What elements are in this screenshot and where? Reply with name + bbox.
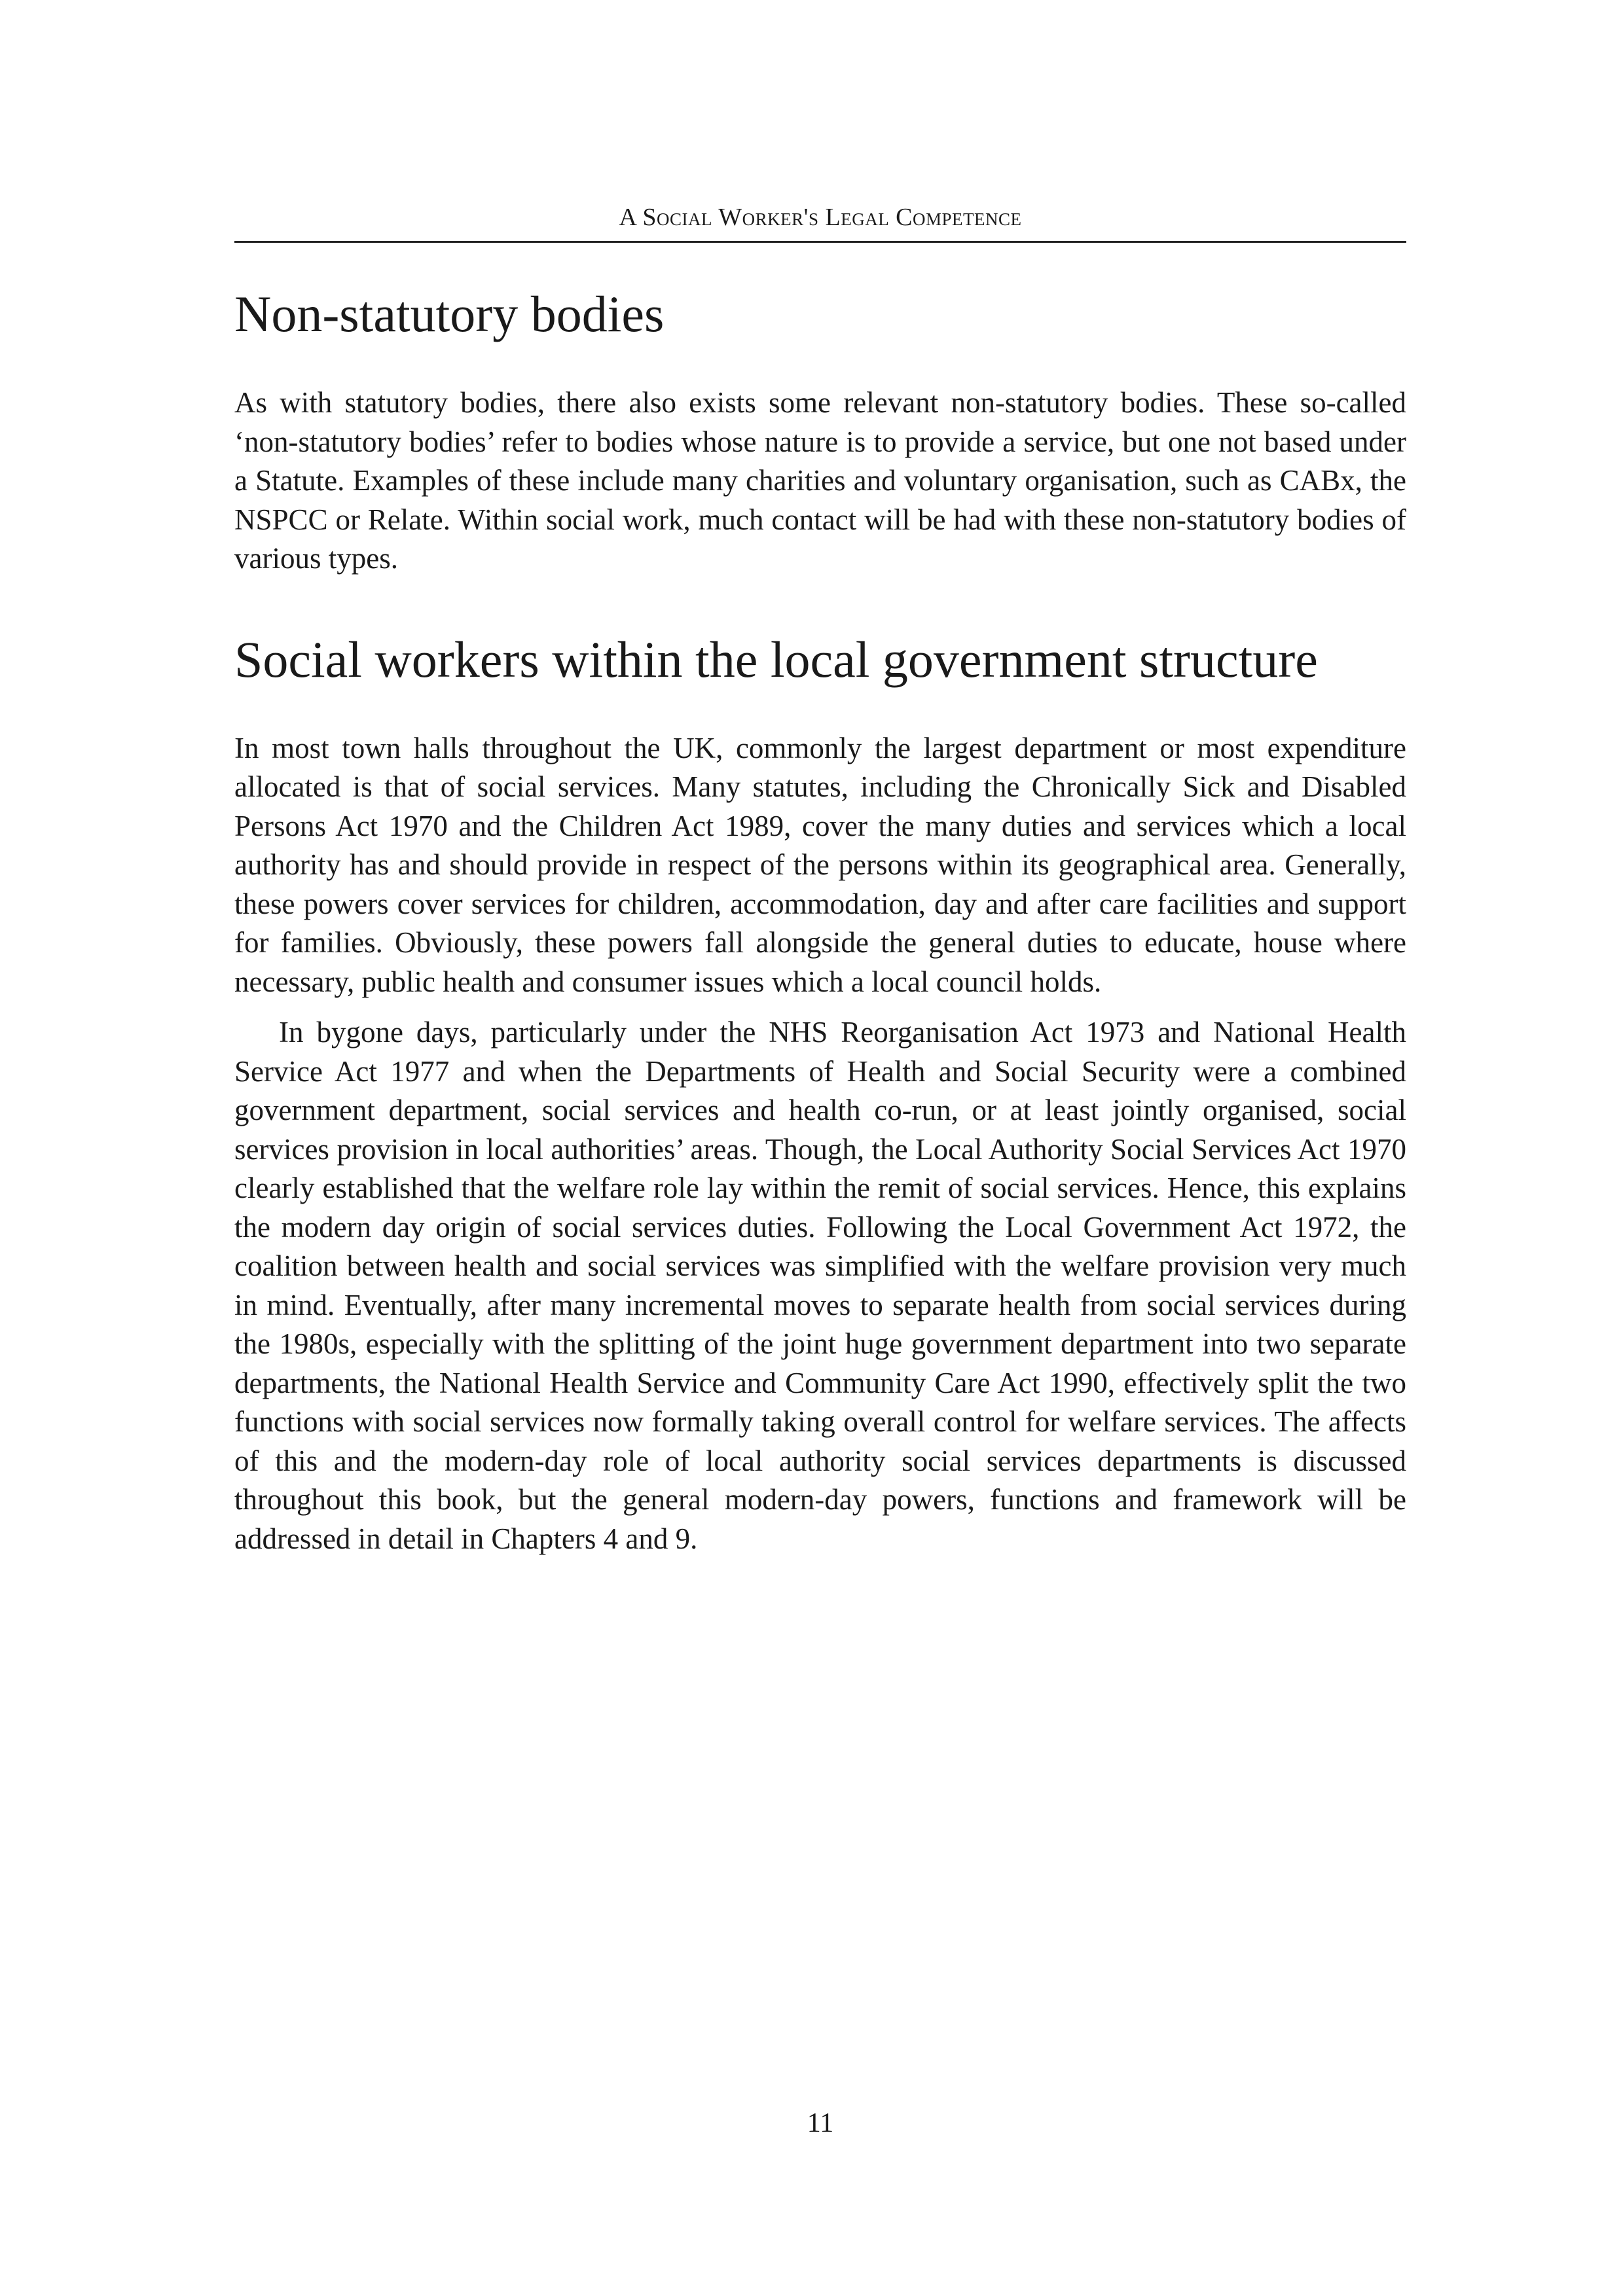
section-non-statutory-bodies (234, 281, 1406, 579)
paragraph: In most town halls throughout the UK, commonly the largest department or most expenditure allocated is that of social services. Many statutes, including the Chronically Sick and Disabled Persons Act 1970 and the Children Act 1989, cover the many duties and services which a local authority has and should provide in respect of the persons within its geographical area. Generally, these powers cover services for children, accommodation, day and after care facilities and support for families. Obviously, these powers fall alongside the general duties to educate, house where necessary, public health and consumer issues which a local council holds. (234, 731, 1406, 998)
paragraph: As with statutory bodies, there also exists some relevant non-statutory bodies. These so-called ‘non-statutory bodies’ refer to bodies whose nature is to provide a service, but one not based under a Statute. Examples of these include many charities and voluntary organisation, such as CABx, the NSPCC or Relate. Within social work, much contact will be had with these non-statutory bodies of various types. (234, 386, 1406, 575)
page-content (234, 281, 1406, 1558)
header-rule (234, 241, 1406, 243)
running-header: A Social Worker's Legal Competence (619, 204, 1022, 231)
paragraph: In bygone days, particularly under the NHS Reorganisation Act 1973 and National Health Service Act 1977 and when the Departments of Health and Social Security were a combined government department, social services and health co-run, or at least jointly organised, social services provision in local authorities’ areas. Though, the Local Authority Social Services Act 1970 clearly established that the welfare role lay within the remit of social services. Hence, this explains the modern day origin of social services duties. Following the Local Government Act 1972, the coalition between health and social services was simplified with the welfare provision very much in mind. Eventually, after many incremental moves to separate health from social services during the 1980s, especially with the splitting of the joint huge government department into two separate departments, the National Health Service and Community Care Act 1990, effectively split the two functions with social services now formally taking overall control for welfare services. The affects of this and the modern-day role of local authority social services departments is discussed throughout this book, but the general modern-day powers, functions and framework will be addressed in detail in Chapters 4 and 9. (234, 1016, 1406, 1555)
section-local-government-structure (234, 627, 1406, 1559)
book-page (234, 0, 1406, 2296)
section-heading: Non-statutory bodies (234, 285, 665, 342)
page-number: 11 (807, 2108, 834, 2138)
section-heading: Social workers within the local government structure (234, 630, 1318, 688)
